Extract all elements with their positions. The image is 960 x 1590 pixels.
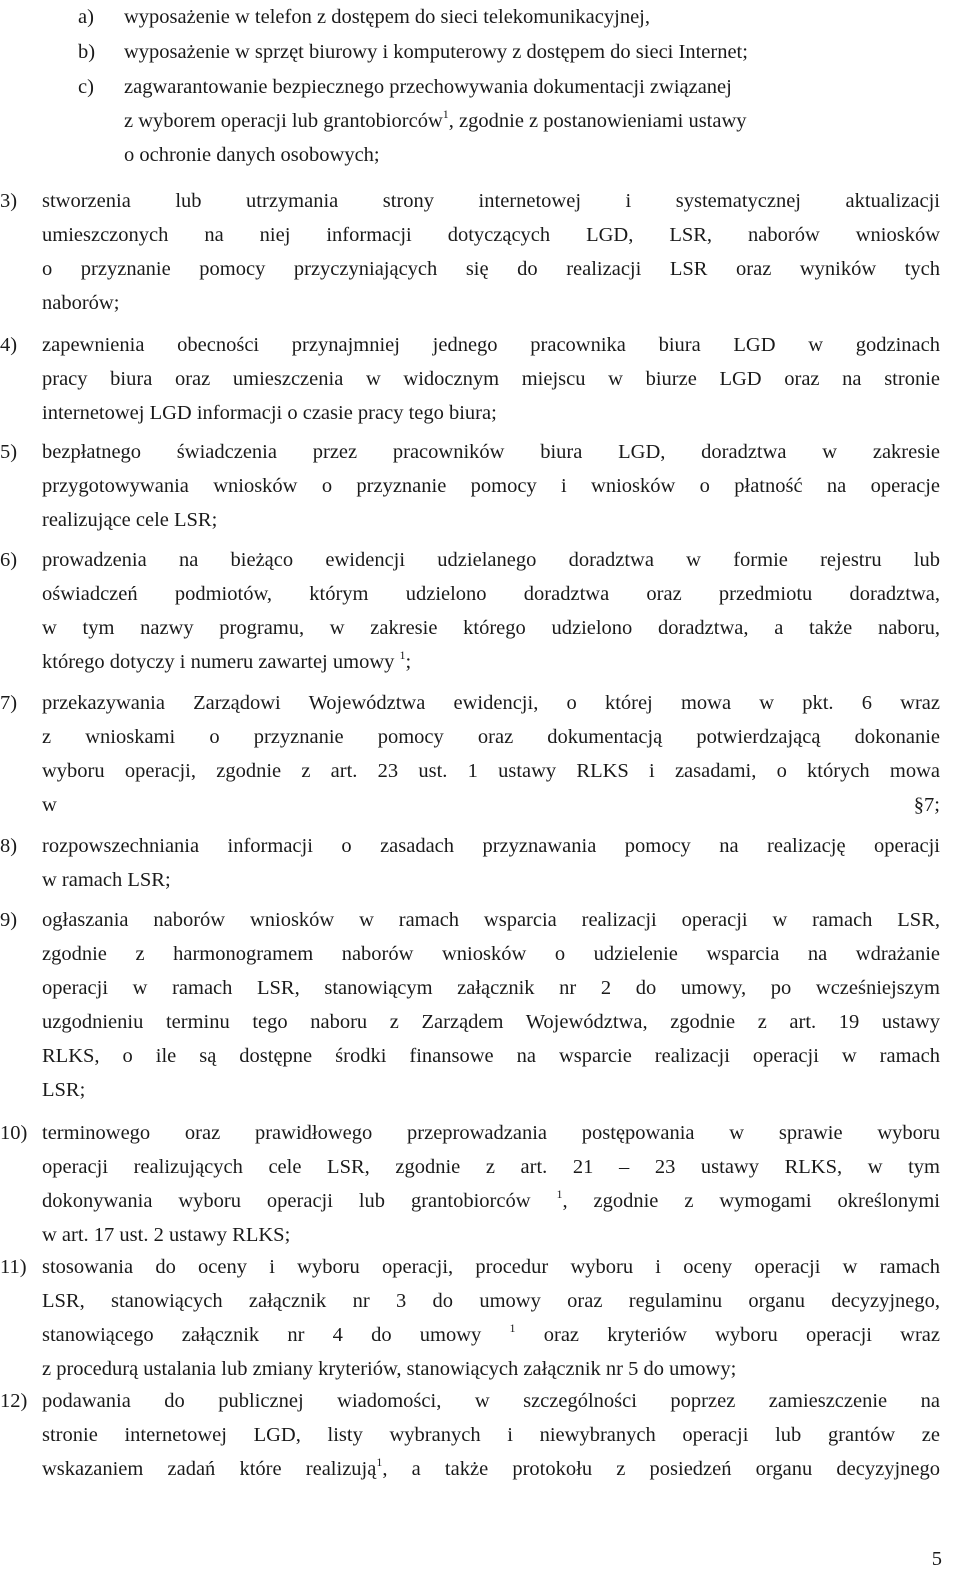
text-line bbox=[42, 686, 940, 720]
text-line bbox=[124, 35, 940, 69]
text-segment: którego dotyczy i numeru zawartej umowy bbox=[42, 651, 400, 673]
text-line bbox=[42, 1284, 940, 1318]
list-item bbox=[0, 1384, 940, 1486]
text-line bbox=[42, 971, 940, 1005]
text-segment: rozpowszechniania informacji o zasadach przyznawania pomocy na realizację operacji bbox=[42, 835, 940, 857]
text-segment: przygotowywania wniosków o przyznanie pomocy i wniosków o płatność na operacje bbox=[42, 475, 940, 497]
text-line bbox=[124, 70, 940, 104]
text-line bbox=[42, 1250, 940, 1284]
text-segment: z wnioskami o przyznanie pomocy oraz dokumentacją potwierdzającą dokonanie bbox=[42, 726, 940, 748]
list-item-text bbox=[124, 0, 940, 34]
text-segment: internetowej LGD informacji o czasie pracy tego biura; bbox=[42, 402, 497, 424]
text-segment: z procedurą ustalania lub zmiany kryteriów, stanowiących załącznik nr 5 do umowy; bbox=[42, 1358, 737, 1380]
text-segment: naborów; bbox=[42, 292, 120, 314]
footnote-reference: 1 bbox=[556, 1187, 563, 1201]
text-segment: , zgodnie z wymogami określonymi bbox=[562, 1190, 940, 1212]
list-item-text bbox=[42, 543, 940, 679]
list-item-text bbox=[42, 328, 940, 430]
text-segment: uzgodnieniu terminu tego naboru z Zarządem Województwa, zgodnie z art. 19 ustawy bbox=[42, 1011, 940, 1033]
text-line bbox=[42, 577, 940, 611]
text-line bbox=[42, 252, 940, 286]
text-line bbox=[42, 611, 940, 645]
text-segment: terminowego oraz prawidłowego przeprowadzania postępowania w sprawie wyboru bbox=[42, 1122, 940, 1144]
list-item-text bbox=[42, 184, 940, 320]
text-line bbox=[42, 469, 940, 503]
list-item bbox=[0, 328, 940, 430]
text-segment: stronie internetowej LGD, listy wybranych i niewybranych operacji lub grantów ze bbox=[42, 1424, 940, 1446]
list-item-marker: 12) bbox=[0, 1390, 28, 1412]
text-line bbox=[42, 1073, 940, 1107]
text-line bbox=[42, 1184, 940, 1218]
list-item-text bbox=[124, 35, 940, 69]
text-line bbox=[42, 1318, 940, 1352]
text-line bbox=[42, 328, 940, 362]
list-item-marker: 5) bbox=[0, 441, 18, 463]
text-segment: RLKS, o ile są dostępne środki finansowe na wsparcie realizacji operacji w ramach bbox=[42, 1045, 940, 1067]
text-line bbox=[42, 503, 940, 537]
text-line bbox=[42, 1039, 940, 1073]
text-line bbox=[42, 184, 940, 218]
list-item-marker: c) bbox=[78, 76, 94, 98]
text-line bbox=[42, 286, 940, 320]
list-item-text bbox=[42, 903, 940, 1107]
text-segment: zgodnie z harmonogramem naborów wniosków o udzielenie wsparcia na wdrażanie bbox=[42, 943, 940, 965]
text-segment: realizujące cele LSR; bbox=[42, 509, 218, 531]
footnote-reference: 1 bbox=[376, 1455, 383, 1469]
text-segment: zapewnienia obecności przynajmniej jednego pracownika biura LGD w godzinach bbox=[42, 334, 940, 356]
text-line bbox=[42, 1452, 940, 1486]
text-line bbox=[42, 1150, 940, 1184]
list-item-marker: b) bbox=[78, 41, 96, 63]
text-line bbox=[42, 1418, 940, 1452]
list-item-marker: 11) bbox=[0, 1256, 27, 1278]
page-number: 5 bbox=[931, 1548, 942, 1570]
text-line bbox=[42, 1116, 940, 1150]
text-line bbox=[42, 829, 940, 863]
text-segment: , a także protokołu z posiedzeń organu decyzyjnego bbox=[382, 1458, 941, 1480]
list-item-marker: 8) bbox=[0, 835, 18, 857]
list-item-text bbox=[42, 1250, 940, 1386]
text-segment: ; bbox=[405, 651, 412, 673]
text-segment: stosowania do oceny i wyboru operacji, procedur wyboru i oceny operacji w ramach bbox=[42, 1256, 940, 1278]
text-segment: zagwarantowanie bezpiecznego przechowywania dokumentacji związanej bbox=[124, 76, 732, 98]
text-segment: w art. 17 ust. 2 ustawy RLKS; bbox=[42, 1224, 291, 1246]
text-segment: stanowiącego załącznik nr 4 do umowy bbox=[42, 1324, 510, 1346]
text-line bbox=[42, 720, 940, 754]
text-line bbox=[42, 788, 940, 822]
text-segment: w ramach LSR; bbox=[42, 869, 171, 891]
text-segment: dokonywania wyboru operacji lub grantobiorców bbox=[42, 1190, 557, 1212]
list-item-text bbox=[42, 435, 940, 537]
text-segment: LSR; bbox=[42, 1079, 86, 1101]
text-line bbox=[42, 543, 940, 577]
text-segment: LSR, stanowiących załącznik nr 3 do umowy oraz regulaminu organu decyzyjnego, bbox=[42, 1290, 940, 1312]
list-item bbox=[0, 1116, 940, 1252]
list-item bbox=[78, 0, 940, 34]
text-segment: podawania do publicznej wiadomości, w szczególności poprzez zamieszczenie na bbox=[42, 1390, 940, 1412]
list-item bbox=[0, 543, 940, 679]
text-segment: bezpłatnego świadczenia przez pracowników biura LGD, doradztwa w zakresie bbox=[42, 441, 940, 463]
footnote-reference: 1 bbox=[399, 648, 406, 662]
text-segment: prowadzenia na bieżąco ewidencji udzielanego doradztwa w formie rejestru lub bbox=[42, 549, 940, 571]
text-line bbox=[42, 645, 940, 679]
text-segment: operacji w ramach LSR, stanowiącym załącznik nr 2 do umowy, po wcześniejszym bbox=[42, 977, 940, 999]
text-segment: w §7; bbox=[42, 794, 940, 816]
list-item-marker: a) bbox=[78, 6, 94, 28]
text-segment: wyposażenie w sprzęt biurowy i komputerowy z dostępem do sieci Internet; bbox=[124, 41, 748, 63]
text-line bbox=[124, 138, 940, 172]
list-item-marker: 4) bbox=[0, 334, 18, 356]
text-segment: z wyborem operacji lub grantobiorców bbox=[124, 110, 443, 132]
text-line bbox=[124, 0, 940, 34]
text-segment: w tym nazwy programu, w zakresie którego udzielono doradztwa, a także naboru, bbox=[42, 617, 940, 639]
text-line bbox=[42, 362, 940, 396]
text-segment: stworzenia lub utrzymania strony internetowej i systematycznej aktualizacji bbox=[42, 190, 940, 212]
list-item-marker: 3) bbox=[0, 190, 18, 212]
list-item bbox=[0, 1250, 940, 1386]
list-item bbox=[0, 903, 940, 1107]
list-item-text bbox=[42, 829, 940, 897]
text-line bbox=[42, 1218, 940, 1252]
text-line bbox=[42, 1005, 940, 1039]
text-segment: umieszczonych na niej informacji dotyczących LGD, LSR, naborów wniosków bbox=[42, 224, 940, 246]
text-segment: ogłaszania naborów wniosków w ramach wsparcia realizacji operacji w ramach LSR, bbox=[42, 909, 940, 931]
text-segment: operacji realizujących cele LSR, zgodnie z art. 21 – 23 ustawy RLKS, w tym bbox=[42, 1156, 940, 1178]
text-line bbox=[124, 104, 940, 138]
list-item-marker: 10) bbox=[0, 1122, 28, 1144]
text-line bbox=[42, 903, 940, 937]
text-segment: o ochronie danych osobowych; bbox=[124, 144, 380, 166]
list-item-text bbox=[42, 1384, 940, 1486]
text-line bbox=[42, 218, 940, 252]
text-segment: pracy biura oraz umieszczenia w widocznym miejscu w biurze LGD oraz na stronie bbox=[42, 368, 940, 390]
text-line bbox=[42, 396, 940, 430]
text-segment: oświadczeń podmiotów, którym udzielono doradztwa oraz przedmiotu doradztwa, bbox=[42, 583, 940, 605]
text-line bbox=[42, 863, 940, 897]
text-line bbox=[42, 435, 940, 469]
text-segment: wyposażenie w telefon z dostępem do sieci telekomunikacyjnej, bbox=[124, 6, 650, 28]
text-segment: wskazaniem zadań które realizują bbox=[42, 1458, 377, 1480]
list-item-marker: 6) bbox=[0, 549, 18, 571]
text-segment: oraz kryteriów wyboru operacji wraz bbox=[515, 1324, 941, 1346]
list-item bbox=[0, 435, 940, 537]
list-item bbox=[78, 35, 940, 69]
list-item-text bbox=[42, 1116, 940, 1252]
text-line bbox=[42, 937, 940, 971]
text-segment: przekazywania Zarządowi Województwa ewidencji, o której mowa w pkt. 6 wraz bbox=[42, 692, 940, 714]
text-line bbox=[42, 754, 940, 788]
list-item bbox=[78, 70, 940, 172]
list-item-text bbox=[42, 686, 940, 822]
list-item bbox=[0, 184, 940, 320]
list-item-marker: 7) bbox=[0, 692, 18, 714]
text-line bbox=[42, 1352, 940, 1386]
text-segment: , zgodnie z postanowieniami ustawy bbox=[448, 110, 747, 132]
footnote-reference: 1 bbox=[442, 107, 449, 121]
text-segment: wyboru operacji, zgodnie z art. 23 ust. 1 ustawy RLKS i zasadami, o których mowa bbox=[42, 760, 940, 782]
footnote-reference: 1 bbox=[509, 1321, 516, 1335]
list-item bbox=[0, 829, 940, 897]
text-segment: o przyznanie pomocy przyczyniających się do realizacji LSR oraz wyników tych bbox=[42, 258, 940, 280]
text-line bbox=[42, 1384, 940, 1418]
list-item-marker: 9) bbox=[0, 909, 18, 931]
list-item bbox=[0, 686, 940, 822]
list-item-text bbox=[124, 70, 940, 172]
